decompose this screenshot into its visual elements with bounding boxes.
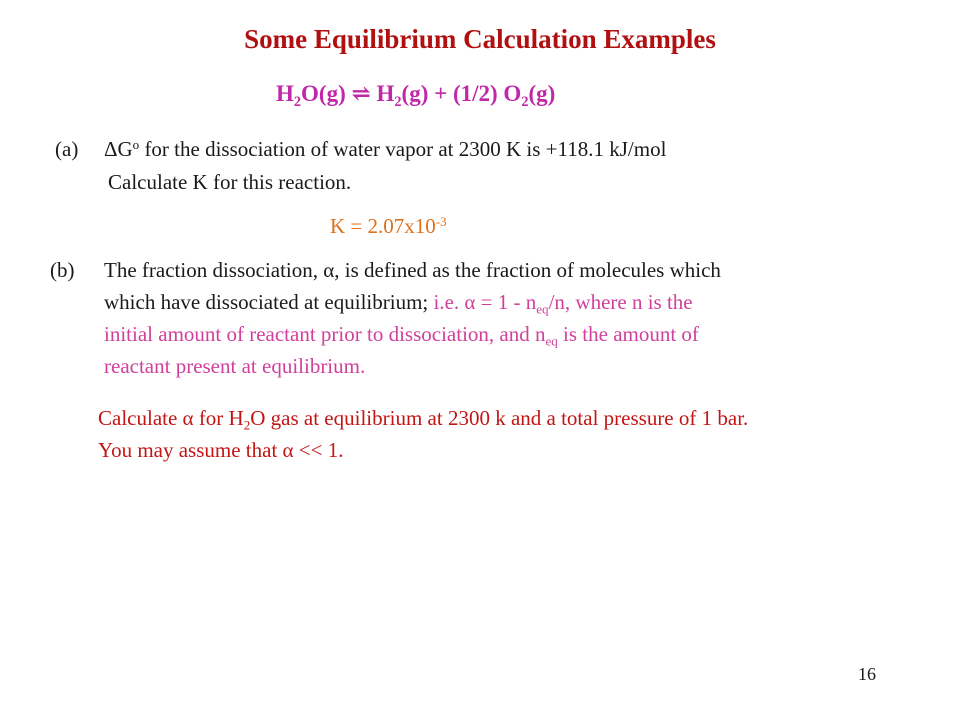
part-b-line-4: reactant present at equilibrium. — [104, 354, 366, 378]
h2o-sub: 2 — [243, 417, 251, 433]
definition-text: initial amount of reactant prior to dissociation, and n — [104, 322, 546, 346]
definition-text: is the amount of — [557, 322, 699, 346]
part-b-line-1 — [104, 258, 721, 283]
part-b-line-3 — [104, 322, 699, 347]
reaction-equation — [276, 80, 556, 110]
calculation-assumption — [98, 438, 343, 463]
eq-h2-h: H — [376, 81, 395, 106]
calc-text: for H — [193, 406, 244, 430]
alpha-symbol: α — [282, 438, 294, 462]
calc-text: You may assume that — [98, 438, 283, 462]
calc-text: Calculate — [98, 406, 183, 430]
part-a-statement-text: for the dissociation of water vapor at 2300 K is +118.1 kJ/mol — [139, 137, 667, 161]
eq-o2-rest: (g) — [528, 81, 556, 106]
equilibrium-arrow-icon: ⇌ — [345, 81, 377, 106]
neq-sub: eq — [536, 301, 549, 317]
eq-h2-sub: 2 — [394, 93, 402, 110]
eq-h2o-h: H — [276, 81, 294, 106]
part-b-line-2 — [104, 290, 693, 315]
calculation-question — [98, 406, 748, 431]
eq-o2-sub: 2 — [521, 93, 529, 110]
part-a-question: Calculate K for this reaction. — [108, 170, 352, 194]
calc-text: O gas at equilibrium at 2300 k and a total pressure of 1 bar. — [250, 406, 749, 430]
eq-h2o-sub: 2 — [293, 93, 302, 110]
eq-h2o-rest: O(g) — [301, 81, 346, 106]
part-a-label: (a) — [55, 137, 79, 161]
part-b-text: The fraction dissociation, — [104, 258, 324, 282]
definition-text: = 1 - n — [475, 290, 537, 314]
eq-h2-rest: (g) + (1/2) O — [401, 81, 522, 106]
slide-title: Some Equilibrium Calculation Examples — [244, 24, 716, 54]
definition-text: /n, where n is the — [548, 290, 693, 314]
answer-exponent: -3 — [435, 213, 447, 229]
calc-text: << 1. — [293, 438, 344, 462]
part-a-answer — [330, 214, 447, 239]
standard-state-sup: o — [132, 136, 140, 152]
part-b-text: , is defined as the fraction of molecules which — [334, 258, 721, 282]
alpha-symbol: α — [464, 290, 476, 314]
definition-text: i.e. — [433, 290, 465, 314]
part-a-statement — [104, 137, 666, 162]
page-number: 16 — [858, 664, 876, 684]
answer-value: K = 2.07x10 — [330, 214, 436, 238]
part-b-label: (b) — [50, 258, 75, 282]
neq-sub: eq — [545, 333, 558, 349]
alpha-symbol: α — [323, 258, 335, 282]
alpha-symbol: α — [182, 406, 194, 430]
delta-g-symbol: ΔG — [104, 137, 133, 161]
part-b-text: which have dissociated at equilibrium; — [104, 290, 434, 314]
